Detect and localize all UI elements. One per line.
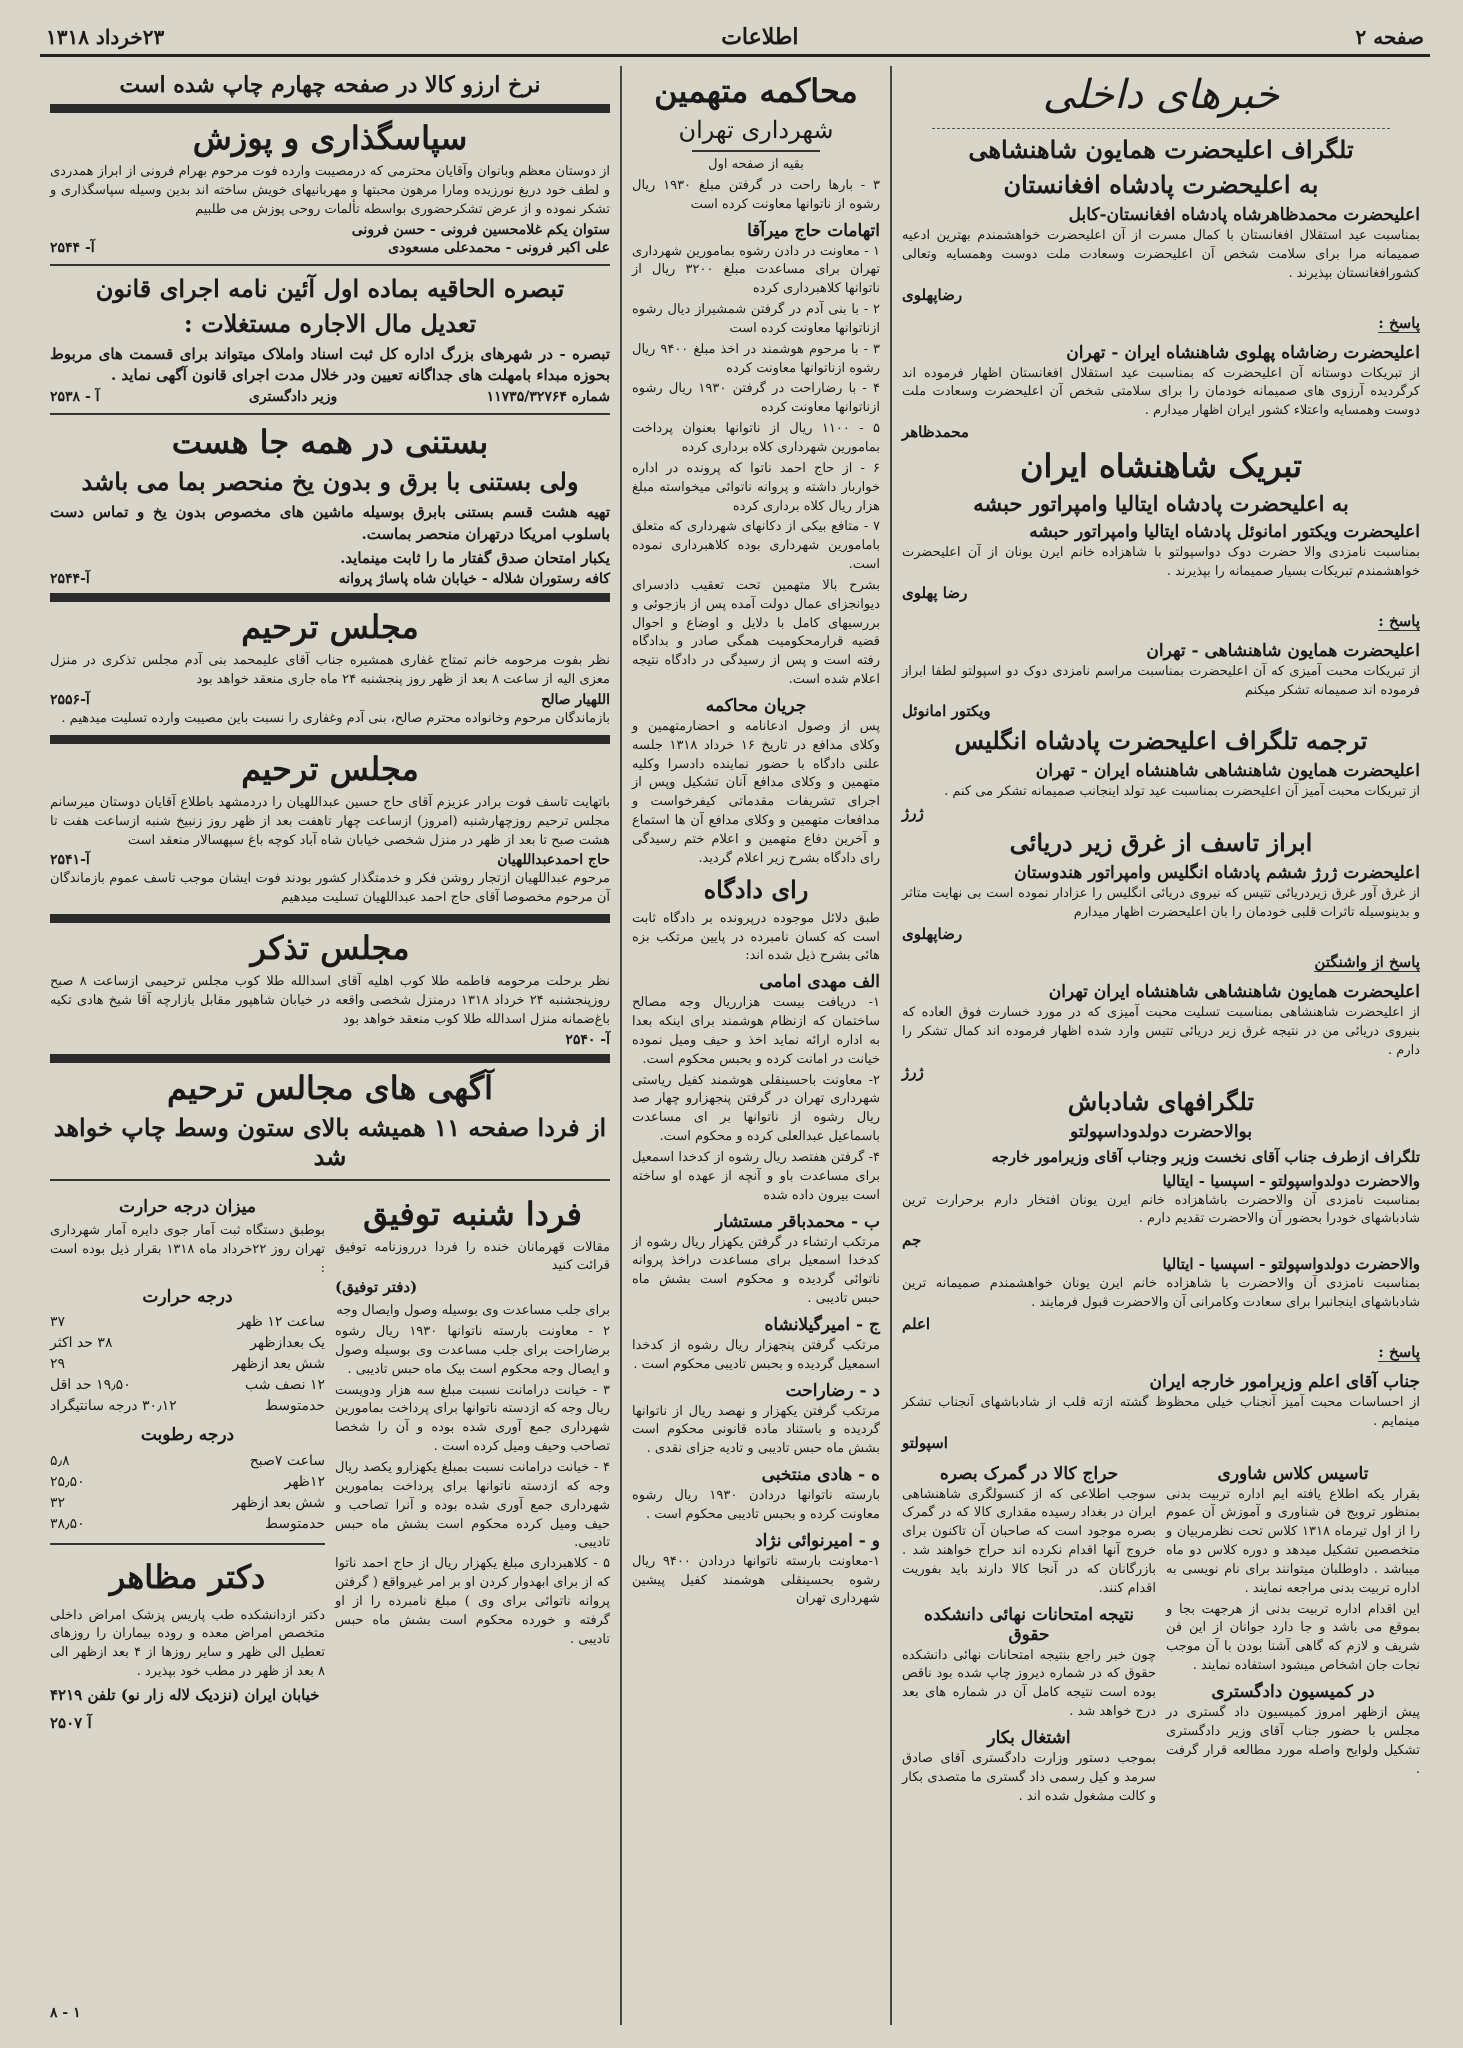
ad-number: آ-۲۵۴۴: [50, 571, 90, 588]
tofigh-body: مقالات قهرمانان خنده را فردا درروزنامه توفیق قرائت کنید: [335, 1239, 610, 1274]
hum-label: ساعت ۷صبح: [249, 1452, 325, 1469]
law-minister: وزیر دادگستری: [248, 389, 338, 406]
telegram4-reply-signature: ژرژ: [902, 1062, 924, 1081]
telegram4-reply-body: از اعلیحضرت شاهنشاهی بمناسبت تسلیت محبت آمیزی که در مورد خسارت فوق العاده که بنیروی دریائی من در نتیجه غرق زیر دریائی تتیس وارد شده اظهار فرموده اند کمال تشکر را دارم .: [902, 1004, 1420, 1058]
divider: [50, 264, 610, 266]
telegram2-body: بمناسبت نامزدی والا حضرت دوک دواسپولتو با شاهزاده خانم ایرن یونان از آن اعلیحضرت خواهشمندم تبریکات بسیار صمیمانه را بپذیرند .: [902, 545, 1420, 579]
telegram3-title: ترجمه تلگراف اعلیحضرت پادشاه انگلیس: [954, 726, 1368, 756]
telegram2-reply-label: پاسخ :: [1378, 611, 1420, 630]
weather-title: میزان درجه حرارت: [119, 1196, 256, 1217]
telegram5-body1: بمناسبت نامزدی آن والاحضرت باشاهزاده خانم ایرن یونان افتخار دارم برحرارت ترین شادباشهای خودرا بحضور آن والاحضرت تقدیم دارم .: [902, 1192, 1420, 1227]
ad-number: آ ۲۵۰۷: [50, 1714, 92, 1733]
telegram2-signature: رضا پهلوی: [902, 583, 968, 602]
telegram1-title1: تلگراف اعلیحضرت همایون شاهنشاهی: [968, 135, 1354, 164]
telegram4-reply-label: پاسخ از واشنگتن: [1314, 952, 1420, 971]
divider: [50, 914, 610, 923]
trial-item: ۲ - با بنی آدم در گرفتن شمشیراز دیال رشوه ازناتوانها معاونت کرده است: [632, 302, 880, 336]
law-exam-body: چون خبر راجع بنتیجه امتحانات نهائی دانشکده حقوق که در شماره دیروز چاپ شده بود ناقص بوده است نتیجه کامل آن در شماره های بعد درج خواهد شد .: [902, 1647, 1156, 1720]
defendant-c: ج - امیرگیلانشاه: [764, 1314, 880, 1335]
hum-row: [50, 1451, 325, 1472]
trial-title: محاکمه متهمین: [654, 72, 858, 110]
law-title-1: تبصره الحاقیه بماده اول آئین نامه اجرای قانون: [95, 273, 565, 303]
telegram3-body: از تبریکات محبت آمیز آن اعلیحضرت بمناسبت عید تولد اینجانب صمیمانه تشکر می کنم .: [944, 784, 1420, 800]
trial-paragraph: پس از وصول ادعانامه و احضارمتهمین و وکلای مدافع در تاریخ ۱۶ خرداد ۱۳۱۸ جلسه علنی دادگاه با حضور نماینده دادسرا وکلیه متهمین و وکلای مدافع آنان تشکیل وپس از اجرای تشریفات مقدماتی کیفرخواست و مدافعات متهمین و وکلای مدافع آن ها استماع و آخرین دفاع متهمین و اعلام ختم رسیدگی رای دادگاه بشرح زیر اعلام گردید.: [632, 718, 880, 866]
telegram5-title: تلگرافهای شادباش: [1067, 1086, 1255, 1116]
telegram3-addressee: اعلیحضرت همایون شاهنشاهی شاهنشاه ایران - تهران: [1035, 761, 1420, 782]
telegram1-reply-label: پاسخ :: [1378, 313, 1420, 332]
divider: [50, 593, 610, 602]
telegram1-signature: رضاپهلوی: [902, 285, 963, 304]
rates-notice: نرخ ارزو کالا در صفحه چهارم چاپ شده است: [119, 72, 541, 98]
hum-label: حدمتوسط: [265, 1515, 325, 1532]
temp-row: [50, 1396, 325, 1417]
telegram1-reply-addressee: اعلیحضرت رضاشاه پهلوی شاهنشاه ایران - تهران: [1066, 342, 1420, 363]
hum-row: [50, 1472, 325, 1493]
hum-value: ۳۸٫۵۰: [50, 1515, 85, 1532]
icecream-body: تهیه هشت قسم بستنی بابرق بوسیله ماشین های مخصوص بدون یخ و تماس دست باسلوب امریکا درتهران منحصر بماست.: [50, 503, 610, 543]
telegram5-reply-signature: اسپولتو: [902, 1433, 948, 1452]
trial-paragraph: بشرح بالا متهمین تحت تعقیب دادسرای دیوانجزای عمال دولت آمده پس از بازجوئی و بررسیهای کامل با دلایل و اوضاع و احوال قضیه قرارمحکومیت همگی صادر و بدادگاه رفته است و پس از رسیدگی در دادگاه نتیجه اعلام شده است.: [632, 577, 880, 688]
trial-item: ۷ - متافع بیکی از دکانهای شهرداری که متعلق بامامورین شهرداری بوده کلاهبرداری نموده است.: [632, 519, 880, 573]
domestic-news-column: [890, 66, 1430, 2025]
ad-number: آ-۲۵۵۶: [50, 691, 90, 708]
divider: [50, 735, 610, 744]
temp-label: ۱۲ نصف شب: [245, 1377, 325, 1394]
defendant-e: ه - هادی منتخبی: [761, 1465, 880, 1486]
memorial2-note: مرحوم عبداللهیان ازتجار روشن فکر و خدمتگذار کشور بودند فوت ایشان موجب تاسف عموم بازماندگان آن مرحوم مخصوصا آقای حاج احمد عبداللهیان تسلیت میدهیم: [50, 871, 610, 906]
section-title: خبرهای داخلی: [1042, 72, 1280, 118]
trial-item: ۱ - معاونت در دادن رشوه بمامورین شهرداری تهران برای مساعدت مبلغ ۳۲۰۰ ریال از ناتوانها کلاهبرداری کرده: [632, 243, 880, 297]
memorial-ads-subtitle: از فردا صفحه ۱۱ همیشه بالای ستون وسط چاپ خواهد شد: [53, 1112, 607, 1171]
ad-number: آ- ۲۵۴۴: [50, 239, 95, 256]
defendant-b: ب - محمدباقر مستشار: [714, 1211, 880, 1232]
newspaper-page: [40, 20, 1430, 2025]
columns: [40, 66, 1430, 2025]
swim-class-body-b: این اقدام اداره تربیت بدنی از هرجهت بجا و بموقع می باشد و جا دارد جوانان از این فن شریف و لازم که گاهی آشنا بودن با آن موجب نجات جان اشخاص میشود استفاده نمایند .: [1166, 1601, 1420, 1674]
defendant-d: د - رضاراحت: [785, 1380, 880, 1401]
law-footer: [50, 389, 610, 405]
tofigh-title: فردا شنبه توفیق: [363, 1194, 582, 1233]
weather-and-doctor: [50, 1189, 325, 1741]
telegram5-sig2: اعلم: [902, 1314, 931, 1333]
ad-number: آ - ۲۵۳۸: [50, 389, 100, 406]
tofigh-and-court: [335, 1189, 610, 1741]
icecream-body-2: یکبار امتحان صدق گفتار ما را ثابت مینماید.: [340, 548, 610, 567]
ad-number: آ- ۲۵۴۰: [565, 1031, 610, 1048]
telegram2-reply-signature: ویکتور امانوئل: [902, 702, 991, 721]
law-number: شماره ۱۱۷۳۵/۳۲۷۶۴: [486, 389, 610, 406]
divider: [50, 1543, 325, 1545]
temp-value: ۱۹٫۵۰ حد اقل: [50, 1377, 131, 1394]
trial-paragraph: ۱-معاونت بارسته ناتوانها دردادن ۹۴۰۰ ریال رشوه بحسینقلی هوشمند کفیل پیشین شهرداری تهران: [632, 1553, 880, 1607]
trial-paragraph: مرتکب گرفتن یکهزار و نهصد ریال از ناتوانها گردیده و باستناد ماده قانونی محکوم است بشش ماه حبس تادیبی و تادیه جزای نقدی .: [632, 1403, 880, 1457]
trial-item: ۵ - ۱۱۰۰ ریال از ناتوانها بعنوان پرداخت بمامورین شهرداری کلاه برداری کرده: [632, 421, 880, 455]
telegram5-line1: بوالاحضرت دولدوداسپولتو: [1069, 1121, 1253, 1142]
memorial2-signer: حاج احمدعبداللهیان: [497, 852, 610, 869]
trial-paragraph: طبق دلائل موجوده درپرونده بر دادگاه ثابت است که کسان نامبرده در پایین مرتکب بزه هائی بشرح ذیل شده اند:: [632, 910, 880, 964]
trial-item: ۳ - بارها راحت در گرفتن مبلغ ۱۹۳۰ ریال رشوه از ناتوانها معاونت کرده است: [632, 177, 880, 212]
trial-paragraph: بارسته ناتوانها دردادن ۱۹۳۰ ریال رشوه معاونت کرده و بحبس تادیبی محکوم است .: [632, 1488, 880, 1522]
basra-auction-title: حراج کالا در گمرک بصره: [939, 1463, 1119, 1484]
court-item: ۲ - معاونت بارسته ناتوانها ۱۹۳۰ ریال رشوه برضاراحت برای جلب مساعدت وی بوسیله وصول و ایصال وجه محکوم است بیک ماه حبس تادیبی .: [335, 1324, 610, 1377]
memorial-ads-title: آگهی های مجالس ترحیم: [166, 1068, 494, 1107]
temp-row: [50, 1354, 325, 1375]
telegram5-line4: والاحضرت دولدواسپولتو - اسپسیا - ایتالیا: [1162, 1255, 1420, 1274]
thanks-body: از دوستان معظم وبانوان وآقایان محترمی که درمصیبت وارده فوت مرحوم بهرام فرونی از ابراز همدردی و لطف خود دریغ نورزیده ومارا مرهون محبتها و مهربانیهای خویش ساخته اند بدین وسیله سپاسگذاری و تشکر نموده و از عرض تشکرحضوری بواسطه تألمات روحی پوزش می طلبیم: [50, 164, 610, 217]
telegram5-reply-label: پاسخ :: [1378, 1342, 1420, 1361]
telegram1-addressee: اعلیحضرت محمدظاهرشاه پادشاه افغانستان-کابل: [1068, 205, 1420, 225]
tofigh-office: (دفتر توفیق): [335, 1278, 418, 1297]
telegram4-title: ابراز تاسف از غرق زیر دریائی: [1009, 828, 1313, 858]
hum-value: ۳۲: [50, 1494, 66, 1511]
employment-title: اشتغال بکار: [987, 1728, 1071, 1748]
page-label: صفحه ۲: [1355, 25, 1424, 49]
law-body: تبصره - در شهرهای بزرگ اداره کل ثبت اسناد واملاک میتواند برای قسمت های مربوط بحوزه مبداء بامهلت های جداگانه تعیین ودر خلال مدت اجرای قانون آگهی نماید .: [50, 344, 610, 385]
telegram2-reply-body: از تبریکات محبت آمیزی که آن اعلیحضرت بمناسبت مراسم نامزدی دوک دو اسپولتو لطفا ابراز فرموده اند صمیمانه تشکر میکنم: [902, 663, 1420, 698]
defendant-a: الف مهدی امامی: [759, 972, 880, 993]
telegram5-reply-addressee: جناب آقای اعلم وزیرامور خارجه ایران: [1149, 1371, 1420, 1392]
thanks-signers-2: علی اکبر فرونی - محمدعلی مسعودی: [388, 239, 610, 256]
swim-class-body: بقرار یکه اطلاع یافته ایم اداره تربیت بدنی بمنظور ترویج فن شناوری و آموزش آن عموم را از اول تیرماه ۱۳۱۸ کلاس تحت نظرمربیان و متخصصین تشکیل میدهد و دوره کلاس دو ماه میباشد . داوطلبان میتوانند برای نام نویسی به اداره تربیت بدنی مراجعه نمایند .: [1166, 1486, 1420, 1596]
hum-value: ۵٫۸: [50, 1452, 70, 1469]
bottom-split: [902, 1458, 1420, 1809]
trial-paragraph: ۴- گرفتن هفتصد ریال رشوه از کدخدا اسمعیل برای مساعدت باو و آنچه از عهده او ساخته است بیرون داده شده: [632, 1149, 880, 1203]
temp-row: [50, 1333, 325, 1354]
temp-label: یک بعدازظهر: [250, 1335, 325, 1352]
justice-commission-body: پیش ازظهر امروز کمیسیون داد گستری در مجلس با حضور جناب آقای وزیر دادگستری تشکیل ولوایح واصله مورد مطالعه قرار گرفت .: [1166, 1705, 1420, 1777]
telegram1-body: بمناسبت عید استقلال افغانستان با کمال مسرت از آن اعلیحضرت خواهشمندم بهترین ادعیه صمیمانه مرا برای سلامت شخص آن اعلیحضرت وسعادت ملت دوست وهمسایه وتعالی کشورافغانستان بپذیرند .: [902, 228, 1420, 281]
memorial2-footer: [50, 852, 610, 868]
trial-paragraph: ۱- دریافت بیست هزارریال وجه مصالح ساختمان که ازنظام هوشمند برای اینکه بعدا به اداره ارائه نماید اخذ و حیف ومیل نموده خیانت در امانت کرده و بحبس محکوم است.: [632, 995, 880, 1067]
telegram5-sig1: جم: [902, 1231, 922, 1250]
temperature-title: درجه حرارت: [142, 1286, 233, 1307]
telegram2-reply-addressee: اعلیحضرت همایون شاهنشاهی - تهران: [1146, 640, 1420, 661]
hum-label: ۱۲ظهر: [284, 1473, 325, 1490]
telegram5-body2: بمناسبت نامزدی آن والاحضرت با شاهزاده خانم ایرن یونان خواهشمندم صمیمانه ترین شادباشهای اینجانبرا برای سعادت وکامرانی آن والاحضرت قبول فرمایند .: [902, 1276, 1420, 1311]
weather-note: بوطبق دستگاه ثبت آمار جوی دایره آمار شهرداری تهران روز ۲۲خرداد ماه ۱۳۱۸ بقرار ذیل بوده است :: [50, 1223, 325, 1276]
memorial3-body: نظر برحلت مرحومه فاطمه طلا کوب اهلیه آقای اسدالله طلا کوب مجلس ترحیمی ازساعت ۸ صبح روزپنجشنبه ۲۴ خرداد ۱۳۱۸ درمنزل شخصی واقعه در خیابان شاهپور مقابل بازارچه آقا شیخ هادی تکیه باغ‌ضمانه منزل اسدالله طلا کوب منعقد خواهد بود: [50, 974, 610, 1027]
trial-item: اتهامات حاج میرآقا: [747, 220, 880, 241]
telegram4-reply-addressee: اعلیحضرت همایون شاهنشاهی شاهنشاه ایران تهران: [1048, 981, 1420, 1002]
trial-proceedings-title: جریان محاکمه: [705, 695, 807, 716]
doctor-address: خیابان ایران (نزدیک لاله زار نو) تلفن ۴۲۱۹: [50, 1685, 320, 1704]
divider: [692, 150, 820, 152]
temp-label: شش بعد ازظهر: [232, 1356, 325, 1373]
swim-class-title: تاسیس کلاس شاوری: [1217, 1463, 1369, 1484]
bottom-left-split: [50, 1189, 610, 1741]
temp-value: ۳۷: [50, 1314, 66, 1331]
memorial2-body: باتهایت تاسف فوت برادر عزیزم آقای حاج حسین عبداللهیان را دردمشهد باطلاع آقایان دوستان میرسانم مجلس ترحیم روزچهارشنبه (امروز) ازساعت چهار تاهفت بعد از ظهر روز زنبیخ شنبه ازساعت هفت تا هشت صبح تا بعد از ظهر در منزل شخصی خیابان شاه آباد کوچه باغ سپهسالار منعقد است: [50, 794, 610, 848]
basra-auction-body: سوجب اطلاعی که از کنسولگری شاهنشاهی ایران در بغداد رسیده مقداری کالا که در گمرک بصره موجود است که صاحبان آن تاکنون برای خروج آنها اقدام نکرده اند حراج خواهند شد . بازرگانان که در آنجا کالا دارند باید بفوریت اقدام کنند.: [902, 1486, 1156, 1596]
trial-item: ۳ - با مرحوم هوشمند در اخذ مبلغ ۹۴۰۰ ریال رشوه ازناتوانها معاونت کرده: [632, 341, 880, 376]
trial-item: ۴ - با رضاراحت در گرفتن ۱۹۳۰ ریال رشوه ازناتوانها معاونت کرده: [632, 381, 880, 416]
divider: [50, 104, 610, 113]
temp-row: [50, 1312, 325, 1333]
telegram2-title1: تبریک شاهنشاه ایران: [1019, 447, 1303, 486]
divider: [50, 1179, 610, 1181]
icecream-title: بستنی در همه جا هست: [171, 423, 489, 462]
thanks-signers-row: [50, 240, 610, 256]
trial-paragraph: مرتکب ارتشاء در گرفتن یکهزار ریال رشوه از کدخدا اسمعیل برای مساعدت دراخذ پروانه ناتوائی گردیده و محکوم است بشش ماه حبس تادیبی .: [632, 1234, 880, 1307]
temp-value: ۳۰٫۱۲ درجه سانتیگراد: [50, 1398, 177, 1415]
icecream-subtitle: ولی بستنی با برق و بدون یخ منحصر بما می باشد: [81, 467, 579, 497]
memorial3-footer: [50, 1032, 610, 1048]
hum-label: شش بعد ازظهر: [232, 1494, 325, 1511]
doctor-body: دکتر ازدانشکده طب پاریس پزشک امراض داخلی متخصص امراض معده و روده بیماران را روزهای تعطیل الی ظهر و سایر روزها از ۴ بعد ازظهر الی ۸ بعد از ظهر در مطب خود بپذیرد .: [50, 1607, 325, 1680]
hum-row: [50, 1493, 325, 1514]
trial-item: ۶ - از حاج احمد ناتوا که پرونده در اداره خواربار داشته و پروانه ناتوائی میخواسته مبلغ هزار ریال کلاه برداری کرده: [632, 460, 880, 514]
paper-name: اطلاعات: [721, 24, 799, 50]
verdict-title: رای دادگاه: [703, 874, 809, 904]
memorial1-body: نظر بفوت مرحومه خانم تمتاج غفاری همشیره جناب آقای علیمحمد بنی آدم مجلس تذکری در منزل معزی الیه از ساعت ۸ بعد از ظهر روز پنجشنبه ۲۴ ماه جاری منعقد خواهد بود: [50, 653, 610, 688]
telegram2-title2: به اعلیحضرت پادشاه ایتالیا وامپراتور حبشه: [973, 491, 1349, 517]
hum-value: ۲۵٫۵۰: [50, 1473, 85, 1490]
memorial3-title: مجلس تذکر: [250, 929, 410, 968]
temp-label: حدمتوسط: [265, 1398, 325, 1415]
court-item: ۵ - کلاهبرداری مبلغ یکهزار ریال از حاج احمد ناتوا که از برای ابهدوار کردن او بر امر غیرواقع ( گرفتن پروانه ناتوائی برای وی ) مبلغ نامبرده را از او گرفته و خورده محکوم است بشش ماه حبس تادیبی .: [335, 1556, 610, 1647]
temp-value: ۳۸ حد اکثر: [50, 1335, 113, 1352]
defendant-f: و - امیرنوائی نژاد: [755, 1530, 880, 1551]
issue-date: ۲۳خرداد ۱۳۱۸: [46, 25, 165, 49]
divider: [50, 413, 610, 415]
telegram5-reply-body: از احساسات محبت آمیز آنجناب خیلی محظوظ گشته ازته قلب از شادباشهای آنجناب تشکر مینمایم .: [902, 1394, 1420, 1429]
ad-number: آ-۲۵۴۱: [50, 852, 90, 869]
temp-label: ساعت ۱۲ ظهر: [237, 1314, 325, 1331]
telegram5-line2: تلگراف ازطرف جناب آقای نخست وزیر وجناب آقای وزیرامور خارجه: [991, 1147, 1420, 1166]
telegram2-addressee: اعلیحضرت ویکتور امانوئل پادشاه ایتالیا وامپراتور حبشه: [1029, 522, 1420, 543]
court-item: ۴ - خیانت درامانت نسبت بمبلغ یکهزارو یکصد ریال وجه که ازدسته ناتوانها برای پرداخت بمامورین شهرداری جمع آوری شده بوده و آنرا تصاحب و حیف ومیل کرده محکوم است بشش ماه حبس تادیبی.: [335, 1460, 610, 1551]
divider: [50, 1054, 610, 1063]
trial-subtitle: شهرداری تهران: [678, 116, 834, 144]
law-exam-title: نتیجه امتحانات نهائی دانشکده حقوق: [924, 1604, 1134, 1645]
humidity-title: درجه رطوبت: [140, 1425, 235, 1446]
temp-value: ۲۹: [50, 1356, 66, 1373]
memorial1-title: مجلس ترحیم: [241, 608, 419, 647]
memorial1-note: بازماندگان مرحوم وخانواده محترم صالح، بنی آدم وغفاری را نسبت باین مصیبت وارده تسلیت میدهیم .: [61, 710, 610, 726]
bottom-left-block: [902, 1458, 1156, 1809]
court-item: برای جلب مساعدت وی بوسیله وصول وایصال وجه: [336, 1303, 610, 1319]
telegram3-signature: ژرژ: [902, 804, 924, 823]
icecream-address: کافه رستوران شلاله - خیابان شاه پاساژ پروانه: [338, 571, 610, 588]
divider: [932, 128, 1390, 129]
telegram5-line3: والاحضرت دولدواسپولتو - اسپسیا - ایتالیا: [1162, 1171, 1420, 1190]
memorial1-footer: [50, 692, 610, 708]
trial-column: [620, 66, 890, 2025]
doctor-title: دکتر مظاهر: [109, 1557, 266, 1596]
employment-body: بموجب دستور وزارت دادگستری آقای صادق سرمد و کیل رسمی داد گستری ما متصدی بکار و کالت مشغول شده اند .: [902, 1751, 1156, 1804]
telegram1-title2: به اعلیحضرت پادشاه افغانستان: [1003, 170, 1319, 199]
memorial1-signer: اللهیار صالح: [541, 691, 610, 708]
memorial2-title: مجلس ترحیم: [241, 749, 419, 788]
thanks-signers-row: [50, 222, 610, 238]
ads-column: [40, 66, 620, 2025]
justice-commission-title: در کمیسیون دادگستری: [1211, 1682, 1375, 1702]
telegram1-reply-signature: محمدظاهر: [902, 423, 969, 442]
telegram4-body: از غرق آور غرق زیردریائی تتیس که نیروی دریائی انگلیس را عزادار نموده است بی نهایت متاثر و بدینوسیله تاثرات قلبی خودمان را بان اعلیحضرت اظهار میدارم: [902, 886, 1420, 921]
trial-paragraph: مرتکب گرفتن پنجهزار ریال رشوه از کدخدا اسمعیل گردیده و بحبس تادیبی محکوم است .: [632, 1337, 880, 1372]
telegram1-reply-body: از تبریکات دوستانه آن اعلیحضرت که بمناسبت عید استقلال افغانستان اظهار فرموده اند کرگردیده آرزوی های صمیمانه خودمان را برای سلامتی شخص آن اعلیحضرت وسعادت ملت دوست وهمسایه واعتلاء کشور ایران اظهار میدارم .: [902, 365, 1420, 419]
continued-note: بقیه از صفحه اول: [708, 157, 804, 172]
trial-paragraph: ۲- معاونت باحسینقلی هوشمند کفیل ریاستی شهرداری تهران در گرفتن پنجهزارو چهار صد ریال رشوه از ناتوانها بر ای مساعدت باسماعیل عبدالعلی کرده و محکوم است.: [632, 1072, 880, 1145]
law-title-2: تعدیل مال الاجاره مستغلات :: [183, 308, 477, 338]
court-item: ۳ - خیانت درامانت نسبت مبلغ سه هزار ودویست ریال وجه که ازدسته ناتوانها برای پرداخت بمامورین شهرداری جمع آوری شده بوده و آن را شخصا تصاحب وحیف ومیل کرده است .: [335, 1382, 610, 1455]
bottom-right-block: [1166, 1458, 1420, 1809]
temp-row: [50, 1375, 325, 1396]
thanks-signers-1: ستوان یکم غلامحسین فرونی - حسن فرونی: [351, 221, 610, 238]
icecream-footer: [50, 571, 610, 587]
hum-row: [50, 1514, 325, 1535]
telegram4-signature: رضاپهلوی: [902, 924, 963, 943]
page-footer-number: ۱ - ۸: [50, 2005, 81, 2021]
thanks-title: سپاسگذاری و پوزش: [192, 119, 468, 157]
masthead: [40, 20, 1430, 57]
telegram4-addressee: اعلیحضرت ژرژ ششم پادشاه انگلیس وامپراتور هندوستان: [1014, 863, 1420, 884]
